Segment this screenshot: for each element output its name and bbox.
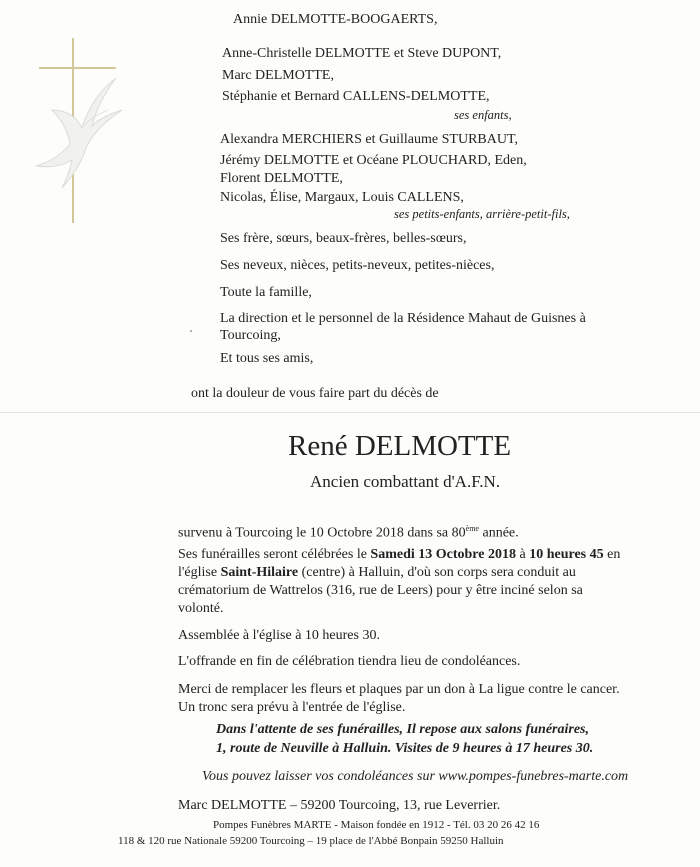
rest-line-2: 1, route de Neuville à Halluin. Visites de 9 heures à 17 heures 30. bbox=[216, 741, 594, 756]
donation-line-2: Un tronc sera prévu à l'entrée de l'église. bbox=[178, 700, 406, 715]
family-line-7: Florent DELMOTTE, bbox=[220, 171, 343, 186]
cross-horizontal bbox=[39, 67, 116, 69]
paragraph-death: survenu à Tourcoing le 10 Octobre 2018 dans sa 80ème année. bbox=[178, 524, 519, 541]
grandchildren-label: ses petits-enfants, arrière-petit-fils, bbox=[394, 207, 570, 221]
family-line-13: Et tous ses amis, bbox=[220, 351, 314, 366]
family-line-1: Annie DELMOTTE-BOOGAERTS, bbox=[233, 12, 438, 27]
funeral-line-4: volonté. bbox=[178, 601, 224, 616]
family-line-6: Jérémy DELMOTTE et Océane PLOUCHARD, Eden, bbox=[220, 153, 527, 168]
funeral-line-1: Ses funérailles seront célébrées le Samedi 13 Octobre 2018 à 10 heures 45 en bbox=[178, 547, 621, 562]
speck bbox=[190, 330, 192, 332]
deceased-name: René DELMOTTE bbox=[288, 430, 512, 462]
donation-line-1: Merci de remplacer les fleurs et plaques par un don à La ligue contre le cancer. bbox=[178, 682, 620, 697]
offering-text: L'offrande en fin de célébration tiendra lieu de condoléances. bbox=[178, 654, 521, 669]
assembly-text: Assemblée à l'église à 10 heures 30. bbox=[178, 628, 380, 643]
footer-line-1: Pompes Funèbres MARTE - Maison fondée en 1912 - Tél. 03 20 26 42 16 bbox=[213, 819, 540, 831]
family-line-5: Alexandra MERCHIERS et Guillaume STURBAUT, bbox=[220, 132, 518, 147]
footer-line-2: 118 & 120 rue Nationale 59200 Tourcoing – 19 place de l'Abbé Bonpain 59250 Halluin bbox=[118, 835, 504, 847]
funeral-line-2: l'église Saint-Hilaire (centre) à Halluin, d'où son corps sera conduit au bbox=[178, 565, 576, 580]
funeral-line-3: crématorium de Wattrelos (316, rue de Leers) pour y être inciné selon sa bbox=[178, 583, 583, 598]
announcement: ont la douleur de vous faire part du décès de bbox=[191, 386, 439, 401]
family-line-4: Stéphanie et Bernard CALLENS-DELMOTTE, bbox=[222, 89, 490, 104]
condolences-text: Vous pouvez laisser vos condoléances sur www.pompes-funebres-marte.com bbox=[202, 769, 629, 784]
contact-address: Marc DELMOTTE – 59200 Tourcoing, 13, rue Leverrier. bbox=[178, 798, 501, 813]
page-fold bbox=[0, 412, 700, 413]
family-line-2: Anne-Christelle DELMOTTE et Steve DUPONT, bbox=[222, 46, 502, 61]
family-line-11: Toute la famille, bbox=[220, 285, 312, 300]
children-label: ses enfants, bbox=[454, 108, 512, 122]
family-line-8: Nicolas, Élise, Margaux, Louis CALLENS, bbox=[220, 190, 464, 205]
family-line-12a: La direction et le personnel de la Résidence Mahaut de Guisnes à bbox=[220, 311, 586, 326]
family-line-10: Ses neveux, nièces, petits-neveux, petites-nièces, bbox=[220, 258, 495, 273]
family-line-3: Marc DELMOTTE, bbox=[222, 68, 334, 83]
family-line-9: Ses frère, sœurs, beaux-frères, belles-sœurs, bbox=[220, 231, 467, 246]
dove-icon bbox=[22, 70, 132, 200]
family-line-12b: Tourcoing, bbox=[220, 328, 281, 343]
rest-line-1: Dans l'attente de ses funérailles, Il repose aux salons funéraires, bbox=[216, 722, 589, 737]
deceased-title: Ancien combattant d'A.F.N. bbox=[310, 472, 501, 491]
